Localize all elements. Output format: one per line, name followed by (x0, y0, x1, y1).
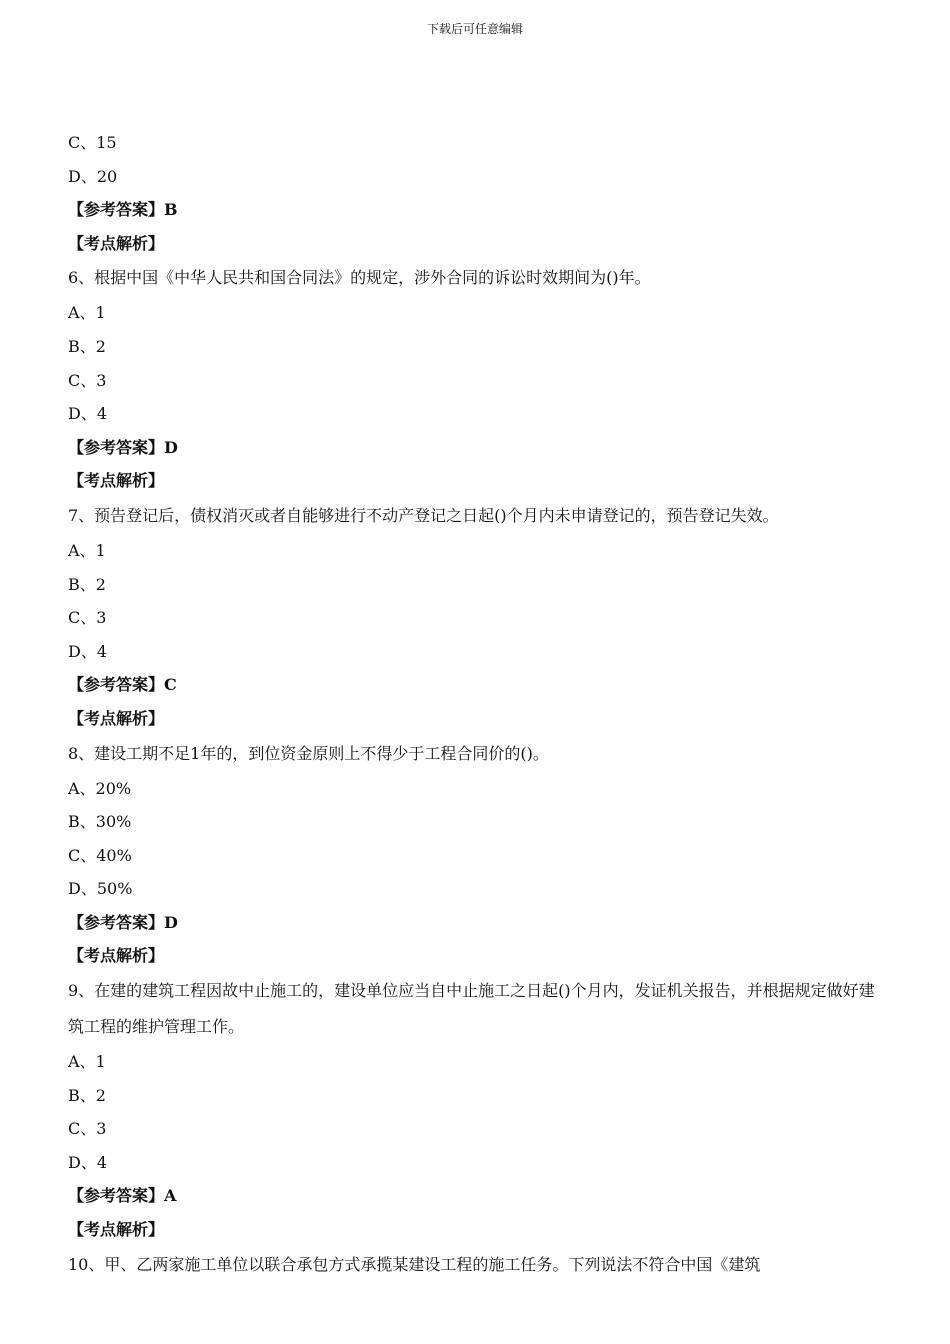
answer-option: D、20 (68, 166, 118, 186)
reference-answer: 【参考答案】C (68, 675, 177, 695)
answer-option: B、30% (68, 812, 132, 832)
question-text: 7、预告登记后，债权消灭或者自能够进行不动产登记之日起()个月内未申请登记的，预告登记失效。 (68, 505, 779, 525)
answer-option: B、2 (68, 1085, 106, 1105)
analysis-label: 【考点解析】 (68, 233, 165, 253)
question-text: 10、甲、乙两家施工单位以联合承包方式承揽某建设工程的施工任务。下列说法不符合中国《建筑 (68, 1254, 761, 1274)
question-text: 8、建设工期不足1年的，到位资金原则上不得少于工程合同价的()。 (68, 743, 549, 763)
reference-answer: 【参考答案】D (68, 912, 178, 932)
question-text: 6、根据中国《中华人民共和国合同法》的规定，涉外合同的诉讼时效期间为()年。 (68, 268, 651, 288)
reference-answer: 【参考答案】B (68, 200, 178, 220)
answer-option: D、4 (68, 1152, 108, 1172)
page-header: 下载后可任意编辑 (426, 22, 523, 36)
answer-option: C、15 (68, 133, 117, 152)
answer-option: D、4 (68, 404, 108, 424)
answer-option: A、1 (68, 540, 106, 560)
answer-option: D、50% (68, 879, 133, 899)
answer-option: B、2 (68, 574, 106, 594)
analysis-label: 【考点解析】 (68, 946, 165, 966)
answer-option: C、40% (68, 845, 132, 865)
analysis-label: 【考点解析】 (68, 471, 165, 491)
answer-option: A、1 (68, 303, 106, 323)
reference-answer: 【参考答案】D (68, 437, 178, 457)
answer-option: C、3 (68, 608, 107, 628)
answer-option: A、20% (68, 778, 132, 798)
answer-option: B、2 (68, 336, 106, 356)
reference-answer: 【参考答案】A (68, 1186, 177, 1206)
answer-option: D、4 (68, 641, 108, 661)
answer-option: C、3 (68, 370, 107, 390)
document-body (68, 126, 888, 1283)
answer-option: C、3 (68, 1119, 107, 1139)
analysis-label: 【考点解析】 (68, 1220, 165, 1240)
answer-option: A、1 (68, 1052, 106, 1072)
analysis-label: 【考点解析】 (68, 708, 165, 728)
question-text: 9、在建的建筑工程因故中止施工的，建设单位应当自中止施工之日起()个月内，发证机关报告，并根据规定做好建筑工程的维护管理工作。 (68, 981, 875, 1037)
